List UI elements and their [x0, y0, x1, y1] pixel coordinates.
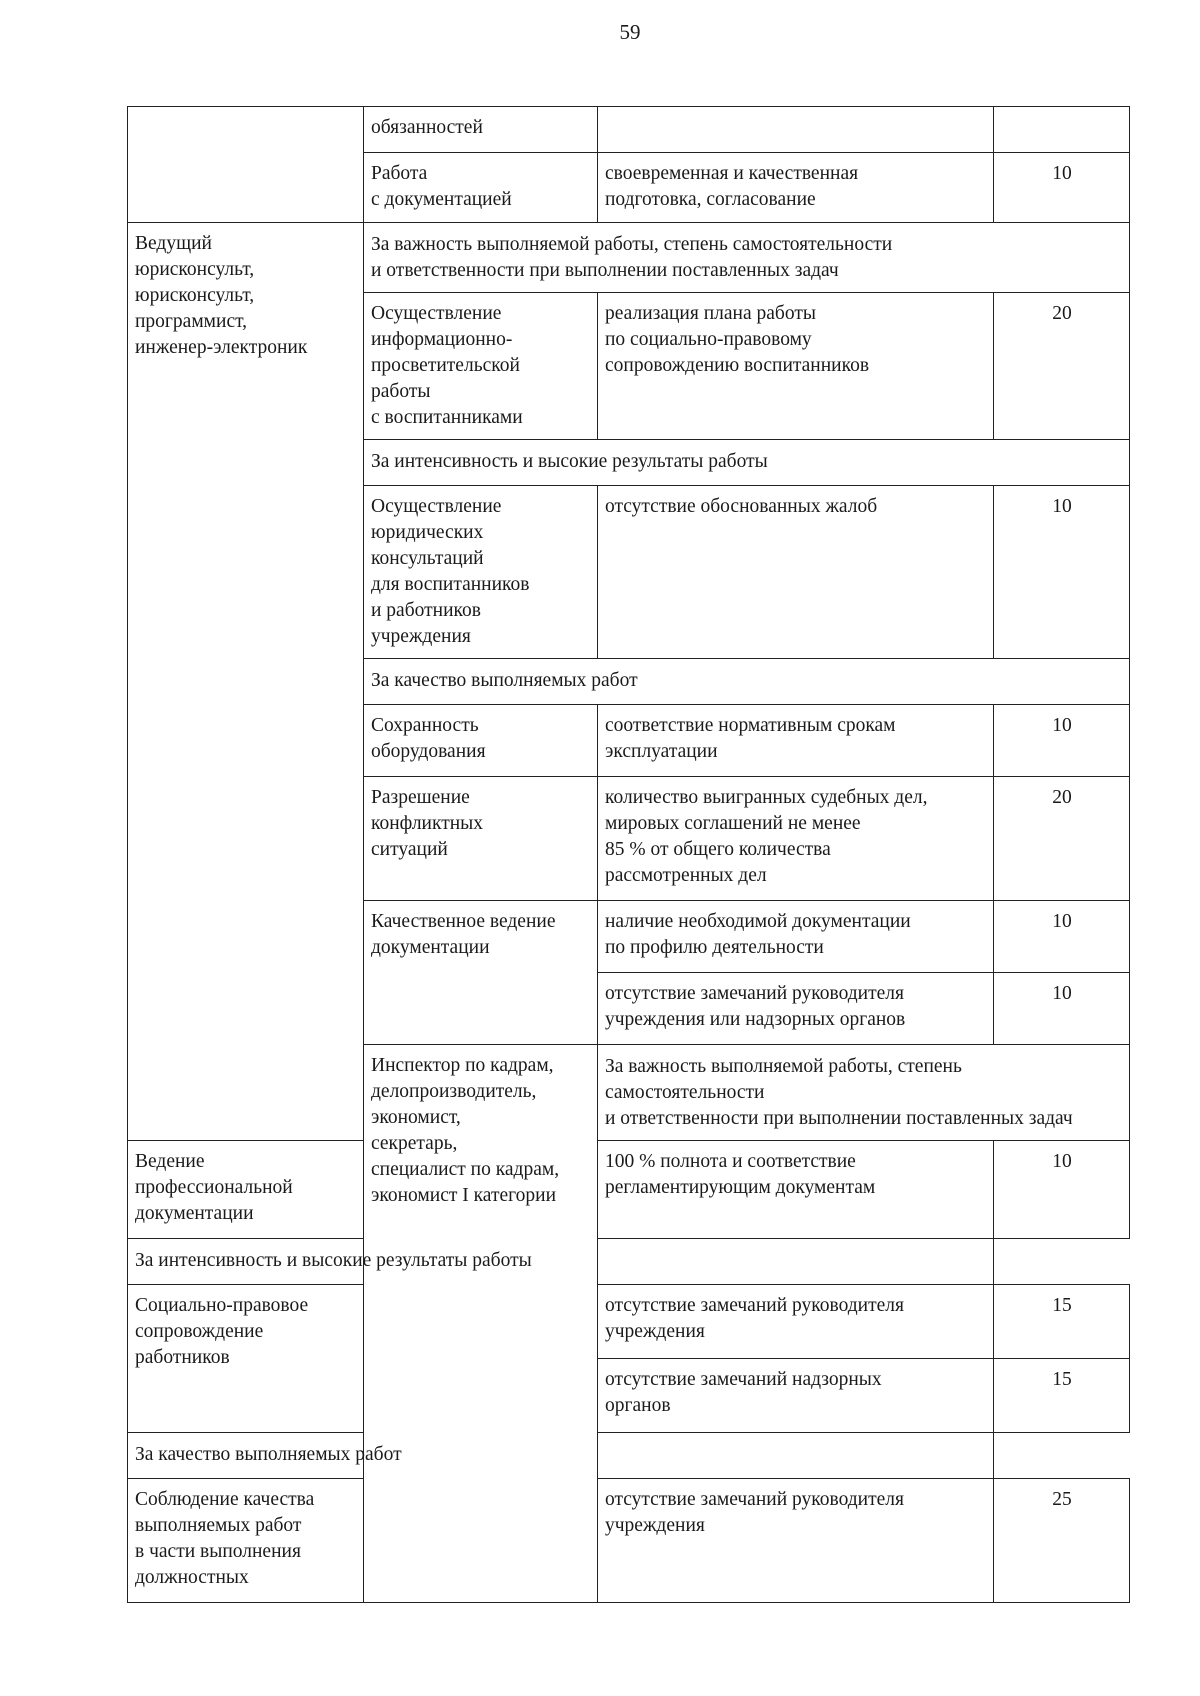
criterion-cell: отсутствие обоснованных жалоб — [598, 486, 994, 659]
position-cell — [128, 107, 364, 223]
points-cell: 10 — [994, 153, 1130, 223]
indicator-cell: Ведение профессиональной документации — [128, 1141, 364, 1239]
indicator-cell: Разрешение конфликтных ситуаций — [364, 777, 598, 901]
points-cell — [994, 107, 1130, 153]
points-cell: 10 — [994, 486, 1130, 659]
points-cell: 10 — [994, 1141, 1130, 1239]
indicator-cell: Соблюдение качества выполняемых работ в части выполнения должностных — [128, 1479, 364, 1603]
table-row — [128, 1141, 1130, 1239]
points-cell: 10 — [994, 973, 1130, 1045]
criterion-cell: наличие необходимой документации по профилю деятельности — [598, 901, 994, 973]
section-heading: За качество выполняемых работ — [364, 659, 1130, 705]
table-row — [128, 1433, 1130, 1479]
indicator-cell: Качественное ведение документации — [364, 901, 598, 1045]
section-heading: За важность выполняемой работы, степень самостоятельности и ответственности при выполнении поставленных задач — [364, 223, 1130, 293]
points-cell: 20 — [994, 777, 1130, 901]
criterion-cell: 100 % полнота и соответствие регламентирующим документам — [598, 1141, 994, 1239]
table-row — [128, 1285, 1130, 1359]
indicator-cell: Сохранность оборудования — [364, 705, 598, 777]
criterion-cell: соответствие нормативным срокам эксплуатации — [598, 705, 994, 777]
position-cell: Инспектор по кадрам, делопроизводитель, экономист, секретарь, специалист по кадрам, экономист I категории — [364, 1045, 598, 1603]
indicator-cell: обязанностей — [364, 107, 598, 153]
points-cell: 10 — [994, 705, 1130, 777]
points-cell: 10 — [994, 901, 1130, 973]
section-heading: За качество выполняемых работ — [128, 1433, 994, 1479]
table-row — [128, 223, 1130, 293]
criterion-cell: отсутствие замечаний руководителя учреждения или надзорных органов — [598, 973, 994, 1045]
section-heading: За интенсивность и высокие результаты работы — [128, 1239, 994, 1285]
points-cell: 15 — [994, 1285, 1130, 1359]
indicator-cell: Осуществление юридических консультаций для воспитанников и работников учреждения — [364, 486, 598, 659]
indicator-cell: Работа с документацией — [364, 153, 598, 223]
points-cell: 15 — [994, 1359, 1130, 1433]
criterion-cell: отсутствие замечаний руководителя учреждения — [598, 1285, 994, 1359]
table-row — [128, 107, 1130, 153]
table-row — [128, 1239, 1130, 1285]
page-number: 59 — [619, 20, 641, 44]
section-heading: За интенсивность и высокие результаты работы — [364, 440, 1130, 486]
criterion-cell: отсутствие замечаний надзорных органов — [598, 1359, 994, 1433]
indicator-cell: Осуществление информационно- просветительской работы с воспитанниками — [364, 293, 598, 440]
criterion-cell: реализация плана работы по социально-правовому сопровождению воспитанников — [598, 293, 994, 440]
criterion-cell: отсутствие замечаний руководителя учреждения — [598, 1479, 994, 1603]
section-heading: За важность выполняемой работы, степень самостоятельности и ответственности при выполнении поставленных задач — [598, 1045, 1130, 1141]
points-cell: 25 — [994, 1479, 1130, 1603]
table-row — [128, 1479, 1130, 1603]
criterion-cell: количество выигранных судебных дел, мировых соглашений не менее 85 % от общего количества рассмотренных дел — [598, 777, 994, 901]
criterion-cell: своевременная и качественная подготовка, согласование — [598, 153, 994, 223]
indicator-cell: Социально-правовое сопровождение работников — [128, 1285, 364, 1433]
criterion-cell — [598, 107, 994, 153]
points-cell: 20 — [994, 293, 1130, 440]
position-cell: Ведущий юрисконсульт, юрисконсульт, программист, инженер-электроник — [128, 223, 364, 1141]
criteria-table — [127, 106, 1130, 1603]
